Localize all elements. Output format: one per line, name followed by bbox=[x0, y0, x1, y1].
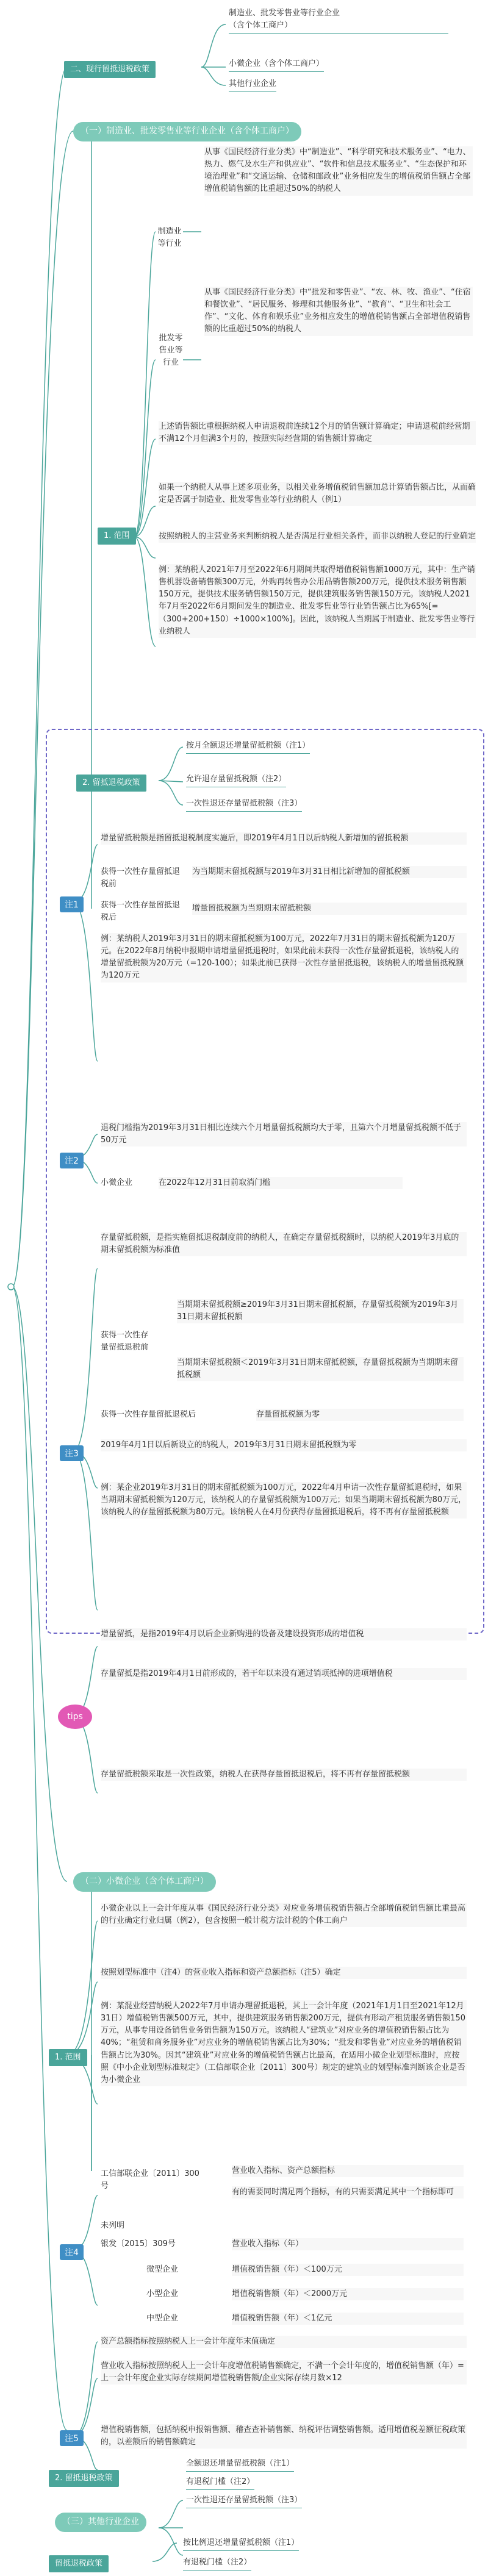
note1-b-text: 增量留抵税额为当期期末留抵税额 bbox=[192, 903, 467, 915]
note4-row1-type: 小型企业 bbox=[146, 2289, 179, 2299]
note3-example: 例：某企业2019年3月31日的期末留抵税额为100万元，2022年4月申请一次性存量留抵退税时，如果当期期末留抵税额为120万元，该纳税人的存量留抵税额为100万元；如果当期期末留抵税额为80万元，该纳税人的存量留抵税额为80万元。该纳税人在4月份获得存量留抵退税后，将不再有存量留抵税额 bbox=[101, 1482, 467, 1519]
note4-src-note: 有的需要同时满足两个指标，有的只需要满足其中一个指标即可 bbox=[232, 2186, 464, 2199]
note4-row2-text: 增值税销售额（年）＜1亿元 bbox=[232, 2313, 464, 2325]
cat2-text: 从事《国民经济行业分类》中“批发和零售业”、“农、林、牧、渔业”、“住宿和餐饮业”、“居民服务、修理和其他服务业”、“教育”、“卫生和社会工作”、“文化、体育和娱乐业”业务相应发生的增值税销售额占全部增值税销售额的比重超过50%的纳税人 bbox=[204, 287, 473, 336]
cat2-label: 批发零 售业等 行业 bbox=[159, 334, 183, 368]
section1-title[interactable]: （一）制造业、批发零售业等行业企业（含个体工商户） bbox=[73, 122, 301, 141]
note4-row1-text: 增值税销售额（年）＜2000万元 bbox=[232, 2288, 464, 2300]
section3-title[interactable]: （三）其他行业企业 bbox=[55, 2513, 146, 2532]
note4-src2-text: 营业收入指标（年） bbox=[232, 2238, 464, 2250]
top-item-other[interactable]: 其他行业企业 bbox=[229, 78, 276, 92]
note3-b-text: 存量留抵税额为零 bbox=[256, 1409, 464, 1421]
cat1-text: 从事《国民经济行业分类》中“制造业”、“科学研究和技术服务业”、“电力、热力、燃气及水生产和供应业”、“软件和信息技术服务业”、“生态保护和环境治理业”和“交通运输、仓储和邮政业”业务相应发生的增值税销售额占全部增值税销售额的比重超过50%的纳税人 bbox=[204, 146, 473, 196]
note4-row0-text: 增值税销售额（年）＜100万元 bbox=[232, 2264, 464, 2276]
note3-a1: 当期期末留抵税额≥2019年3月31日期末留抵税额，存量留抵税额为2019年3月31日期末留抵税额 bbox=[177, 1299, 464, 1323]
note2-row-text: 在2022年12月31日前取消门槛 bbox=[159, 1177, 403, 1189]
policy3-item-2[interactable]: 有退税门槛（注2） bbox=[183, 2556, 251, 2571]
section2-example: 例：某混业经营纳税人2022年7月申请办理留抵退税，其上一会计年度（2021年1月1日至2021年12月31日）增值税销售额500万元，其中，提供建筑服务销售额200万元，提供有形动产租赁服务销售额150万元，从事专用设备销售业务销售额为150万元。该纳税人“建筑业”对应业务的增值税销售额占比为40%；“租赁和商务服务业”对应业务的增值税销售额占比为30%；“批发和零售业”对应业务的增值税销售额占比为30%。因其“建筑业”对应业务的增值税销售额占比最高，在适用小微企业划型标准时，应按照《中小企业划型标准规定》（工信部联企业〔2011〕300号）规定的建筑业的划型标准判断该企业是否为小微企业 bbox=[101, 2000, 467, 2086]
note5-tag[interactable]: 注5 bbox=[60, 2430, 84, 2446]
note2-row-label: 小微企业 bbox=[101, 1178, 133, 1187]
section2-p2: 按照划型标准中（注4）的营业收入指标和资产总额指标（注5）确定 bbox=[101, 1967, 467, 1979]
note4-row0-type: 微型企业 bbox=[146, 2265, 179, 2274]
fanwei-label[interactable]: 1. 范围 bbox=[98, 528, 136, 545]
note3-a2: 当期期末留抵税额＜2019年3月31日期末留抵税额，存量留抵税额为当期期末留抵税额 bbox=[177, 1357, 464, 1381]
tips-badge[interactable]: tips bbox=[58, 1705, 92, 1729]
note1-b-label: 获得一次性存量留抵退税后 bbox=[101, 901, 181, 923]
note4-row2-type: 中型企业 bbox=[146, 2314, 179, 2323]
policy3-item-1[interactable]: 按比例退还增量留抵税额（注1） bbox=[183, 2537, 299, 2551]
note4-src2-label: 银发〔2015〕309号 bbox=[101, 2239, 176, 2249]
policy1-label[interactable]: 2. 留抵退税政策 bbox=[76, 775, 146, 792]
note3-b-label: 获得一次性存量留抵退税后 bbox=[101, 1410, 196, 1419]
note3-intro: 存量留抵税额，是指实施留抵退税制度前的纳税人，在确定存量留抵税额时，以纳税人2019年3月底的期末留抵税额为标准值 bbox=[101, 1232, 467, 1256]
note5-p1: 资产总额指标按照纳税人上一会计年度年末值确定 bbox=[101, 2336, 467, 2348]
policy3-label[interactable]: 留抵退税政策 bbox=[49, 2555, 109, 2572]
fanwei-p3: 按照纳税人的主营业务来判断纳税人是否满足行业相关条件，而非以纳税人登记的行业确定 bbox=[159, 531, 476, 543]
fanwei-p1: 上述销售额比重根据纳税人申请退税前连续12个月的销售额计算确定；申请退税前经营期不满12个月但满3个月的，按照实际经营期的销售额计算确定 bbox=[159, 421, 476, 445]
policy2-item-3[interactable]: 一次性退还存量留抵税额（注3） bbox=[186, 2494, 302, 2508]
policy2-label[interactable]: 2. 留抵退税政策 bbox=[49, 2470, 119, 2487]
policy2-item-1[interactable]: 全额退还增量留抵税额（注1） bbox=[186, 2458, 294, 2472]
note5-p3: 增值税销售额，包括纳税申报销售额、稽查查补销售额、纳税评估调整销售额。适用增值税差额征税政策的，以差额后的销售额确定 bbox=[101, 2424, 467, 2449]
tips-1: 增量留抵，是指2019年4月以后企业新购进的设备及建设投资形成的增值税 bbox=[101, 1628, 467, 1640]
note2-tag[interactable]: 注2 bbox=[60, 1153, 84, 1168]
note1-tag[interactable]: 注1 bbox=[60, 896, 84, 912]
note4-list-label: 未列明 bbox=[101, 2221, 125, 2230]
fanwei-p2: 如果一个纳税人从事上述多项业务，以相关业务增值税销售额加总计算销售额占比，从而确定是否属于制造业、批发零售业等行业纳税人（例1） bbox=[159, 482, 476, 506]
note3-p: 2019年4月1日以后新设立的纳税人，2019年3月31日期末留抵税额为零 bbox=[101, 1439, 467, 1451]
note3-tag[interactable]: 注3 bbox=[60, 1445, 84, 1461]
top-item-small-micro[interactable]: 小微企业（含个体工商户） bbox=[229, 58, 324, 72]
tips-2: 存量留抵是指2019年4月1日前形成的，若干年以来没有通过销项抵掉的进项增值税 bbox=[101, 1668, 467, 1680]
section2-title[interactable]: （二）小微企业（含个体工商户） bbox=[73, 1872, 216, 1892]
note4-tag[interactable]: 注4 bbox=[60, 2244, 84, 2260]
note2-text: 退税门槛指为2019年3月31日相比连续六个月增量留抵税额均大于零，且第六个月增量留抵税额不低于50万元 bbox=[101, 1122, 467, 1147]
note1-intro: 增量留抵税额是指留抵退税制度实施后，即2019年4月1日以后纳税人新增加的留抵税额 bbox=[101, 832, 467, 845]
section2-fanwei-label[interactable]: 1. 范围 bbox=[49, 2049, 87, 2066]
note4-src-text: 营业收入指标、资产总额指标 bbox=[232, 2165, 464, 2177]
tips-3: 存量留抵税额采取是一次性政策，纳税人在获得存量留抵退税后，将不再有存量留抵税额 bbox=[101, 1769, 467, 1781]
note1-a-label: 获得一次性存量留抵退税前 bbox=[101, 867, 181, 889]
policy1-item-1[interactable]: 按月全额退还增量留抵税额（注1） bbox=[186, 740, 310, 754]
note3-a-label: 获得一次性存量留抵退税前 bbox=[101, 1331, 149, 1353]
cat1-label: 制造业 等行业 bbox=[157, 227, 182, 249]
policy1-item-3[interactable]: 一次性退还存量留抵税额（注3） bbox=[186, 798, 302, 812]
fanwei-example: 例：某纳税人2021年7月至2022年6月期间共取得增值税销售额1000万元，其中：生产销售机器设备销售额300万元，外购再转售办公用品销售额200万元，提供技术服务销售额150万元，提供技术服务销售额150万元，提供建筑服务销售额150万元。该纳税人2021年7月至2022年6月期间发生的制造业、批发零售业等行业销售额占比为65%[=（300+200+150）÷1000×100%]。因此，该纳税人当期属于制造业、批发零售业等行业纳税人 bbox=[159, 564, 476, 638]
section2-p1: 小微企业以上一会计年度从事《国民经济行业分类》对应业务增值税销售额占全部增值税销售额比重最高的行业确定行业归属（例2），包含按照一般计税方法计税的个体工商户 bbox=[101, 1903, 467, 1927]
policy1-item-2[interactable]: 允许退存量留抵税额（注2） bbox=[186, 773, 286, 787]
policy2-item-2[interactable]: 有退税门槛（注2） bbox=[186, 2476, 254, 2490]
note5-p2: 营业收入指标按照纳税人上一会计年度增值税销售额确定，不满一个会计年度的，增值税销售额（年）=上一会计年度企业实际存续期间增值税销售额/企业实际存续月数×12 bbox=[101, 2360, 467, 2385]
top-item-manufacturing[interactable]: 制造业、批发零售业等行业企业 （含个体工商户） bbox=[229, 7, 448, 34]
note1-example: 例：某纳税人2019年3月31日的期末留抵税额为100万元，2022年7月31日的期末留抵税额为120万元。在2022年8月纳税申报期申请增量留抵退税时，如果此前未获得一次性存量留抵退税，该纳税人的增量留抵税额为20万元（=120-100）；如果此前已获得一次性存量留抵退税，该纳税人的增量留抵税额为120万元 bbox=[101, 933, 467, 982]
section-title-current-policy[interactable]: 二、现行留抵退税政策 bbox=[64, 61, 156, 78]
note1-a-text: 为当期期末留抵税额与2019年3月31日相比新增加的留抵税额 bbox=[192, 866, 467, 878]
note4-src-label: 工信部联企业〔2011〕300号 bbox=[101, 2169, 199, 2191]
